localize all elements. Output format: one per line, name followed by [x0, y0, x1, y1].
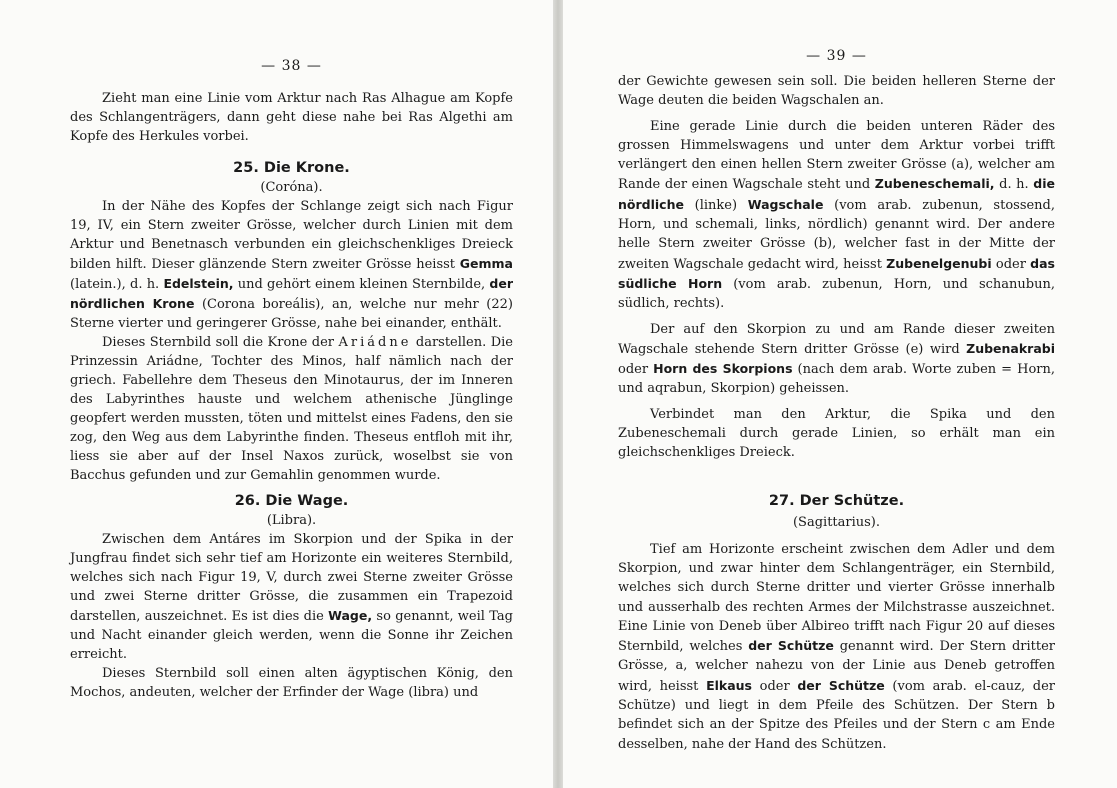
text-run: Eine gerade Linie durch die beiden unteren Räder des grossen Himmelswagens und unter dem Arktur vorbei trifft verlängert den einen hellen Stern zweiter Grösse (a), welcher am Rande der einen Wagschale steht und [618, 118, 1055, 193]
bold-term: Horn des Skorpions [653, 361, 793, 377]
page-number-right: — 39 — [806, 48, 867, 64]
text-run: oder [751, 678, 798, 694]
text-run: (latein.), d. h. [70, 277, 164, 292]
paragraph [70, 530, 513, 664]
bold-term: Edelstein, [163, 276, 234, 291]
spaced-term: Ariádne [338, 335, 412, 350]
bold-term: der Schütze [797, 677, 885, 693]
text-run: Tief am Horizonte erscheint zwischen dem Adler und dem Skorpion, und zwar hinter dem Schlangenträger, ein Sternbild, welches sich durch Sterne dritter und vierter Grösse innerhalb und ausserhalb des rechten Armes der Milchstrasse auszeichnet. Eine Linie von Deneb über Albireo trifft nach Figur 20 auf dieses Sternbild, welches [618, 541, 1055, 655]
text-run: d. h. [994, 177, 1034, 193]
section-subtitle: (Libra). [266, 513, 317, 528]
text-run: genannt wird. Der Stern dritter Grösse, a, welcher nahezu von der Linie aus Deneb getroffen wird, heisst [618, 639, 1055, 694]
bold-term: Wage, [328, 608, 373, 623]
bold-term: Zubenelgenubi [886, 255, 992, 271]
text-run: Der auf den Skorpion zu und am Rande dieser zweiten Wagschale stehende Stern dritter Grösse (e) wird [618, 321, 1055, 357]
right-page [563, 0, 1117, 788]
paragraph: Verbindet man den Arktur, die Spika und den Zubeneschemali durch gerade Linien, so erhält man ein gleichschenkliges Dreieck. [618, 406, 1055, 461]
section-title-krone: 25. Die Krone. [233, 160, 350, 176]
text-run: (vom arab. zubenun, stossend, Horn, und schemali, links, nördlich) genannt wird. Der andere helle Stern zweiter Grösse (b), welcher fast in der Mitte der zweiten Wagschale gedacht wird, heisst [618, 197, 1056, 272]
text-run: (vom arab. el-cauz, der Schütze) und liegt in dem Pfeile des Schützen. Der Stern b befindet sich an der Spitze des Pfeiles und der Stern c am Ende desselben, nahe der Hand des Schützen. [618, 678, 1055, 752]
bold-term: das südliche Horn [618, 255, 1055, 291]
text-run: (Corona boreális), an, welche nur mehr (22) Sterne vierter und geringerer Grösse, nahe bei einander, enthält. [70, 297, 513, 331]
text-run: Dieses Sternbild soll die Krone der [102, 335, 339, 350]
paragraph [618, 320, 1055, 399]
bold-term: Elkaus [706, 677, 752, 693]
text-run: so genannt, weil Tag und Nacht einander gleich werden, wenn die Sonne ihr Zeichen erreicht. [70, 609, 513, 662]
text-run: Zwischen dem Antáres im Skorpion und der Spika in der Jungfrau findet sich sehr tief am Horizonte ein weiteres Sternbild, welches sich nach Figur 19, V, durch zwei Sterne zweiter Grösse und zwei Sterne dritter Grösse, die zusammen ein Trapezoid darstellen, auszeichnet. Es ist dies die [70, 532, 513, 624]
paragraph: Dieses Sternbild soll einen alten ägyptischen König, den Mochos, andeuten, welcher der Erfinder der Wage (libra) und [70, 666, 513, 700]
section-title-schuetze: 27. Der Schütze. [768, 492, 905, 509]
paragraph: Zieht man eine Linie vom Arktur nach Ras Alhague am Kopfe des Schlangenträgers, dann geht diese nahe bei Ras Algethi am Kopfe des Herkules vorbei. [70, 91, 513, 144]
paragraph [618, 117, 1055, 314]
book-gutter [553, 0, 563, 788]
text-run: oder [991, 256, 1031, 272]
bold-term: Wagschale [747, 196, 824, 212]
paragraph [70, 197, 513, 333]
bold-term: der nördlichen Krone [70, 276, 514, 311]
bold-term: Gemma [459, 256, 513, 271]
text-run: oder [618, 362, 654, 378]
bold-term: Zubeneschemali, [874, 176, 995, 192]
page-number-left: — 38 — [261, 58, 322, 74]
text-run: In der Nähe des Kopfes der Schlange zeigt sich nach Figur 19, IV, ein Stern zweiter Grösse, welcher durch Linien mit dem Arktur und Benetnasch verbunden ein gleichschenkliges Dreieck bilden hilft. Dieser glänzende Stern zweiter Grösse heisst [70, 199, 513, 272]
text-run: und gehört einem kleinen Sternbilde, [233, 277, 490, 292]
text-run: (vom arab. zubenun, Horn, und schanubun, südlich, rechts). [618, 276, 1055, 312]
text-run: (nach dem arab. Worte zuben = Horn, und aqrabun, Skorpion) geheissen. [618, 362, 1056, 397]
paragraph [618, 540, 1055, 754]
left-page [0, 0, 553, 788]
bold-term: der Schütze [748, 638, 834, 654]
text-run: darstellen. Die Prinzessin Ariádne, Tochter des Minos, half nämlich nach der griech. Fabellehre dem Theseus den Minotaurus, der im Inneren des Labyrinthes hauste und welchem athenische Jünglinge geopfert werden mussten, töten und mittelst eines Fadens, den sie zog, den Weg aus dem Labyrinthe finden. Theseus entfloh mit ihr, liess sie aber auf der Insel Naxos zurück, woselbst sie von Bacchus gefunden und zur Gemahlin genommen wurde. [70, 335, 513, 483]
bold-term: die nördliche [618, 176, 1055, 212]
bold-term: Zubenakrabi [966, 340, 1055, 356]
paragraph: der Gewichte gewesen sein soll. Die beiden helleren Sterne der Wage deuten die beiden Wagschalen an. [618, 74, 1055, 109]
section-subtitle: (Sagittarius). [792, 514, 881, 530]
section-subtitle: (Coróna). [260, 180, 323, 195]
paragraph [70, 333, 513, 485]
text-run: (linke) [683, 197, 748, 213]
section-title-wage: 26. Die Wage. [234, 493, 349, 509]
